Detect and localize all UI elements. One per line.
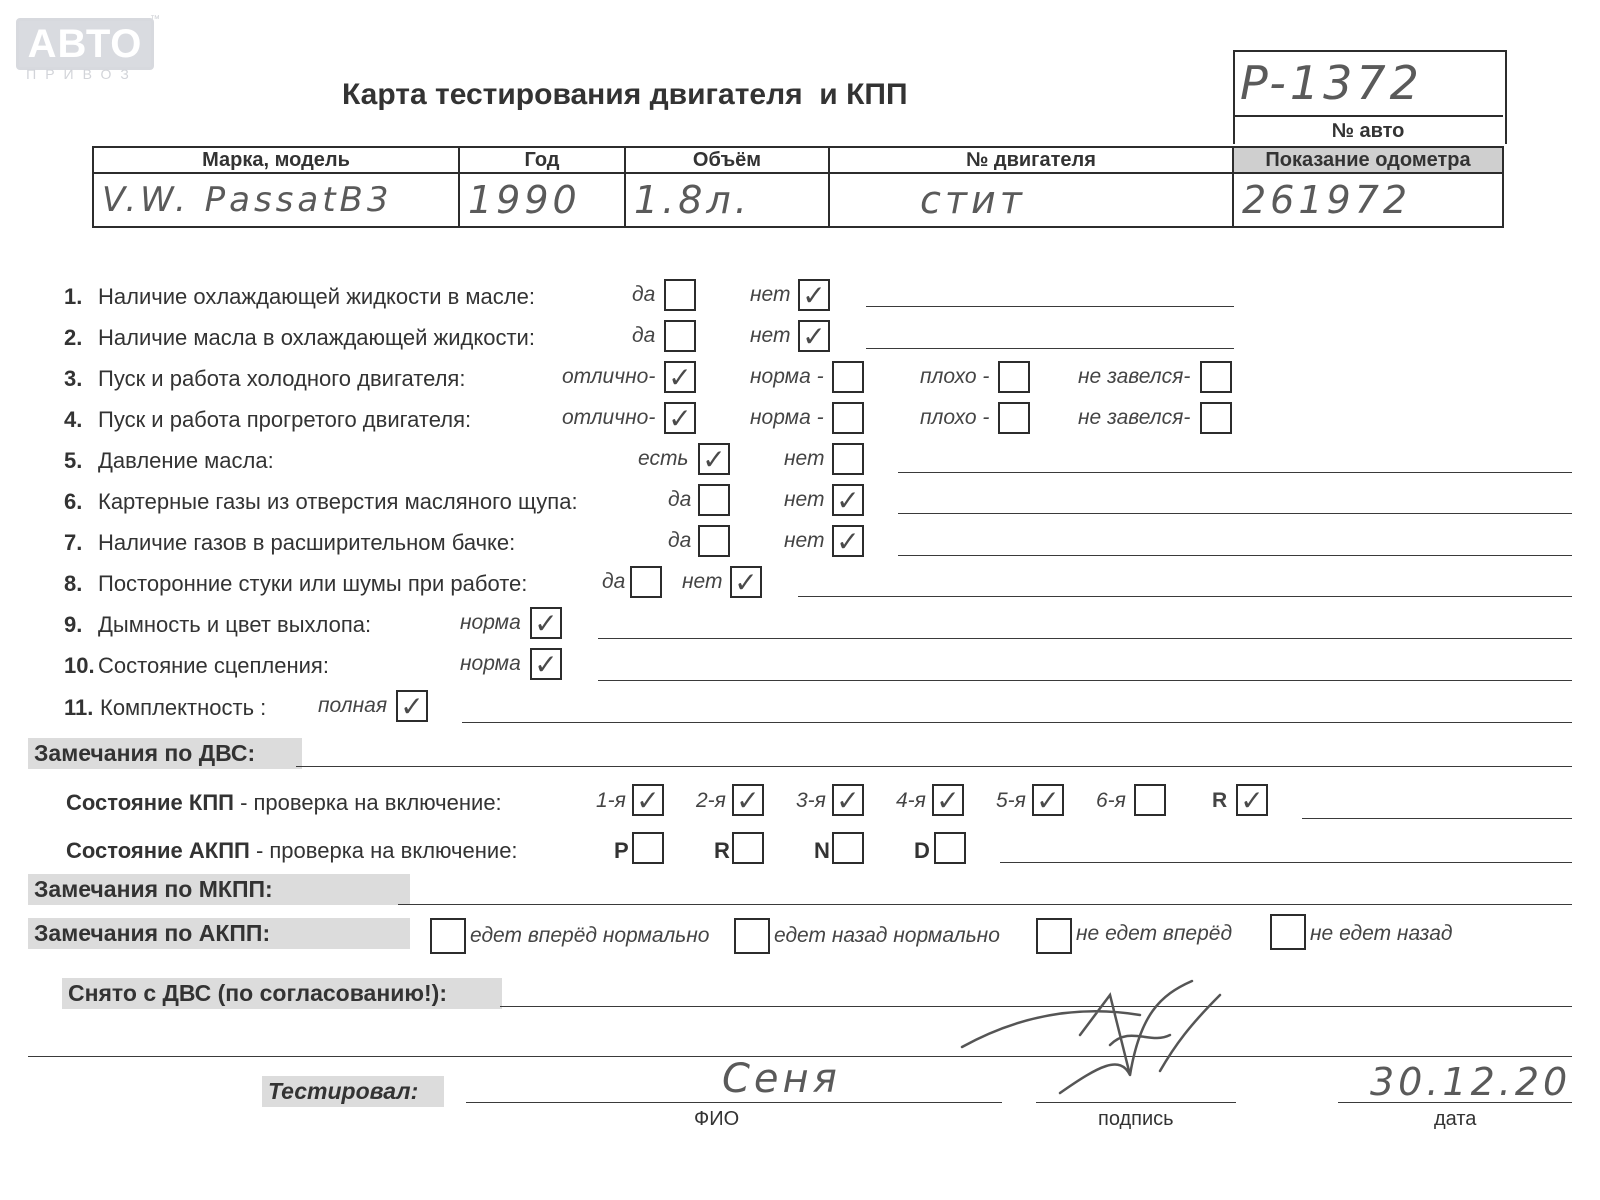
checkbox[interactable] xyxy=(664,320,696,352)
option-label: нет xyxy=(682,570,723,593)
note-line xyxy=(898,555,1572,556)
signature-label: подпись xyxy=(1098,1108,1174,1130)
fio-value: Сеня xyxy=(722,1056,841,1102)
question-text: Комплектность : xyxy=(100,695,267,720)
checkbox-checked[interactable]: ✓ xyxy=(664,402,696,434)
checkbox[interactable] xyxy=(998,402,1030,434)
option-label: норма xyxy=(460,611,521,634)
option-label: да xyxy=(668,529,692,552)
option-label: нет xyxy=(784,447,825,470)
gear-checkbox-checked[interactable]: ✓ xyxy=(832,784,864,816)
akpp-mode-checkbox[interactable] xyxy=(732,832,764,864)
question-number: 1. xyxy=(64,284,83,309)
akpp-mode-label: D xyxy=(914,838,930,863)
note-line xyxy=(598,680,1572,681)
gear-label: 1-я xyxy=(596,789,626,812)
remarks-dvs-line[interactable] xyxy=(296,766,1572,767)
option-label: норма - xyxy=(750,406,824,429)
question-number: 2. xyxy=(64,325,83,350)
option-label: нет xyxy=(784,488,825,511)
question-number: 11. xyxy=(64,695,94,720)
akpp-mode-label: N xyxy=(814,838,830,863)
signature-drawing xyxy=(960,975,1250,1105)
note-line xyxy=(866,306,1234,307)
note-line xyxy=(598,638,1572,639)
option-label: да xyxy=(668,488,692,511)
note-line xyxy=(866,348,1234,349)
gear-checkbox[interactable] xyxy=(1134,784,1166,816)
question-text: Состояние сцепления: xyxy=(98,653,329,678)
option-label: есть xyxy=(638,447,689,470)
akpp-label xyxy=(66,838,518,864)
remarks-mkpp-line[interactable] xyxy=(398,904,1572,905)
checkbox[interactable] xyxy=(832,361,864,393)
question-number: 10. xyxy=(64,653,95,678)
option-label: да xyxy=(632,283,656,306)
question-number: 4. xyxy=(64,407,83,432)
value-make-model: V.W. PassatB3 xyxy=(93,173,459,227)
checkbox[interactable] xyxy=(1200,402,1232,434)
checkbox-checked[interactable]: ✓ xyxy=(798,279,830,311)
page-title: Карта тестирования двигателя и КПП xyxy=(342,78,908,111)
gear-checkbox-checked[interactable]: ✓ xyxy=(632,784,664,816)
checkbox[interactable] xyxy=(698,484,730,516)
date-label: дата xyxy=(1434,1108,1477,1130)
value-odometer: 261972 xyxy=(1233,173,1503,227)
kpp-label xyxy=(66,790,502,816)
date-value: 30.12.20 xyxy=(1370,1060,1572,1104)
option-label: норма xyxy=(460,652,521,675)
option-label: отлично- xyxy=(562,365,656,388)
option-label: не завелся- xyxy=(1078,406,1191,429)
option-label: да xyxy=(602,570,626,593)
checkbox-checked[interactable]: ✓ xyxy=(798,320,830,352)
gear-checkbox-checked[interactable]: ✓ xyxy=(732,784,764,816)
fio-label: ФИО xyxy=(694,1108,740,1130)
question-number: 6. xyxy=(64,489,83,514)
car-number-label: № авто xyxy=(1233,115,1503,145)
option-label: плохо - xyxy=(920,406,990,429)
note-line xyxy=(462,722,1572,723)
date-line[interactable] xyxy=(1338,1102,1572,1103)
logo-trademark: ™ xyxy=(150,14,160,25)
akpp-option-label: не едет назад xyxy=(1310,922,1453,945)
question-text: Наличие охлаждающей жидкости в масле: xyxy=(98,284,535,309)
checkbox-checked[interactable]: ✓ xyxy=(832,484,864,516)
gear-label: 2-я xyxy=(696,789,726,812)
checkbox-checked[interactable]: ✓ xyxy=(396,690,428,722)
kpp-note-line xyxy=(1302,818,1572,819)
akpp-option-label: не едет вперёд xyxy=(1076,922,1233,945)
question-number: 8. xyxy=(64,571,83,596)
value-volume: 1.8л. xyxy=(625,173,829,227)
gear-label: 3-я xyxy=(796,789,826,812)
gear-label: 4-я xyxy=(896,789,926,812)
checkbox[interactable] xyxy=(1200,361,1232,393)
option-label: да xyxy=(632,324,656,347)
checkbox-checked[interactable]: ✓ xyxy=(832,525,864,557)
fio-line[interactable] xyxy=(466,1102,1002,1103)
akpp-option-checkbox[interactable] xyxy=(1036,918,1072,954)
col-odometer: Показание одометра xyxy=(1233,147,1503,173)
question-number: 3. xyxy=(64,366,83,391)
gear-label: 6-я xyxy=(1096,789,1126,812)
akpp-label-rest: - проверка на включение: xyxy=(249,838,518,863)
logo: АВТО xyxy=(16,18,154,70)
akpp-mode-checkbox[interactable] xyxy=(832,832,864,864)
akpp-label-bold: Состояние АКПП xyxy=(66,838,250,863)
checkbox[interactable] xyxy=(698,525,730,557)
gear-checkbox-checked[interactable]: ✓ xyxy=(1236,784,1268,816)
option-label: не завелся- xyxy=(1078,365,1191,388)
akpp-mode-checkbox[interactable] xyxy=(632,832,664,864)
akpp-mode-label: R xyxy=(714,838,730,863)
gear-checkbox-checked[interactable]: ✓ xyxy=(1032,784,1064,816)
checkbox[interactable] xyxy=(998,361,1030,393)
question-text: Пуск и работа холодного двигателя: xyxy=(98,366,466,391)
option-label: отлично- xyxy=(562,406,656,429)
removed-label: Снято с ДВС (по согласованию!): xyxy=(62,978,502,1009)
tested-label: Тестировал: xyxy=(262,1076,444,1107)
option-label: норма - xyxy=(750,365,824,388)
gear-label: 5-я xyxy=(996,789,1026,812)
question-text: Пуск и работа прогретого двигателя: xyxy=(98,407,472,432)
question-text: Дымность и цвет выхлопа: xyxy=(98,612,372,637)
kpp-label-rest: - проверка на включение: xyxy=(233,790,502,815)
vehicle-info-table xyxy=(92,146,1504,228)
col-make-model: Марка, модель xyxy=(93,147,459,173)
note-line xyxy=(898,472,1572,473)
checkbox[interactable] xyxy=(832,402,864,434)
option-label: плохо - xyxy=(920,365,990,388)
remarks-akpp-label: Замечания по АКПП: xyxy=(28,918,410,949)
car-number-value: P-1372 xyxy=(1240,56,1423,110)
checkbox[interactable] xyxy=(664,279,696,311)
option-label: полная xyxy=(318,694,388,717)
checkbox[interactable] xyxy=(630,566,662,598)
checkbox-checked[interactable]: ✓ xyxy=(730,566,762,598)
question-text: Давление масла: xyxy=(98,448,274,473)
question-number: 5. xyxy=(64,448,83,473)
col-engine-number: № двигателя xyxy=(829,147,1233,173)
signature-line[interactable] xyxy=(1036,1102,1236,1103)
checkbox[interactable] xyxy=(832,443,864,475)
remarks-dvs-label: Замечания по ДВС: xyxy=(28,738,302,769)
akpp-option-label: едет вперёд нормально xyxy=(470,924,710,947)
logo-subtitle: ПРИВОЗ xyxy=(26,66,138,82)
akpp-option-checkbox[interactable] xyxy=(734,918,770,954)
akpp-mode-checkbox[interactable] xyxy=(934,832,966,864)
col-year: Год xyxy=(459,147,625,173)
option-label: нет xyxy=(784,529,825,552)
question-text: Посторонние стуки или шумы при работе: xyxy=(98,571,528,596)
option-label: нет xyxy=(750,283,791,306)
note-line xyxy=(898,513,1572,514)
gear-checkbox-checked[interactable]: ✓ xyxy=(932,784,964,816)
akpp-mode-label: P xyxy=(614,838,629,863)
question-text: Наличие газов в расширительном бачке: xyxy=(98,530,516,555)
kpp-label-bold: Состояние КПП xyxy=(66,790,234,815)
checkbox-checked[interactable]: ✓ xyxy=(664,361,696,393)
akpp-option-checkbox[interactable] xyxy=(1270,914,1306,950)
question-text: Картерные газы из отверстия масляного щупа: xyxy=(98,489,578,514)
gear-label: R xyxy=(1212,789,1228,812)
akpp-note-line xyxy=(1000,862,1572,863)
checkbox-checked[interactable]: ✓ xyxy=(530,648,562,680)
checkbox-checked[interactable]: ✓ xyxy=(698,443,730,475)
question-number: 9. xyxy=(64,612,83,637)
checkbox-checked[interactable]: ✓ xyxy=(530,607,562,639)
value-year: 1990 xyxy=(459,173,625,227)
remarks-mkpp-label: Замечания по МКПП: xyxy=(28,874,410,905)
note-line xyxy=(798,596,1572,597)
option-label: нет xyxy=(750,324,791,347)
akpp-option-checkbox[interactable] xyxy=(430,918,466,954)
value-engine-number: стит xyxy=(829,173,1233,227)
col-volume: Объём xyxy=(625,147,829,173)
question-text: Наличие масла в охлаждающей жидкости: xyxy=(98,325,535,350)
question-number: 7. xyxy=(64,530,83,555)
akpp-option-label: едет назад нормально xyxy=(774,924,1000,947)
